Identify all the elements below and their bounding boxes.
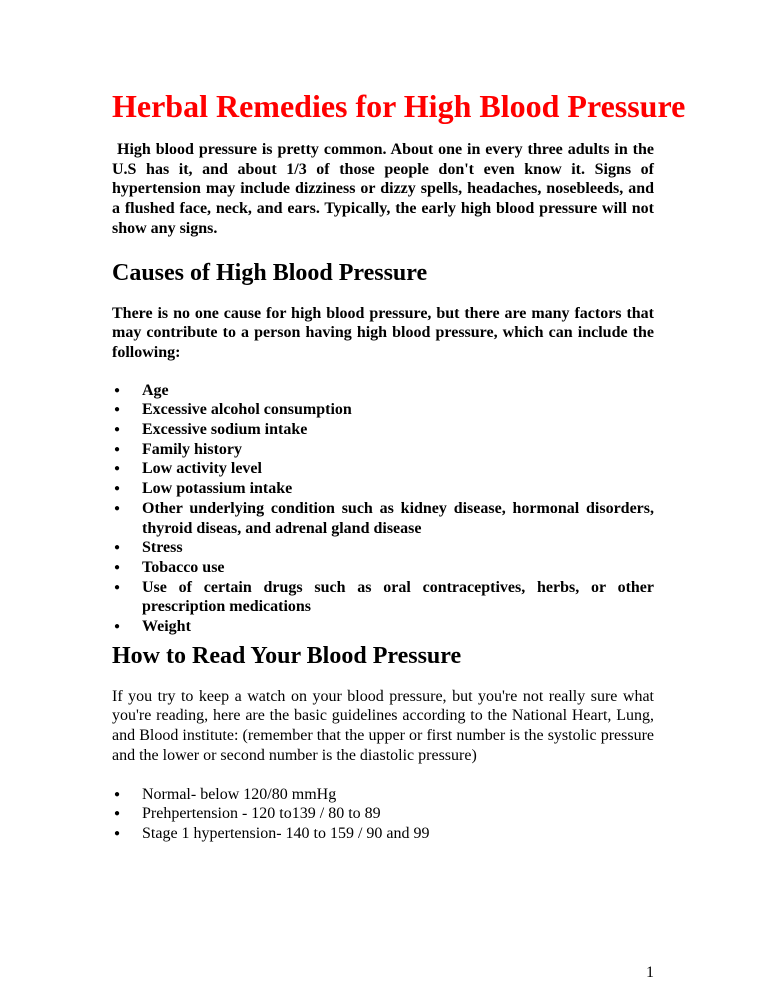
list-item	[112, 804, 654, 824]
list-item	[112, 824, 654, 844]
bullet-icon: ●	[113, 443, 121, 455]
bullet-icon: ●	[113, 424, 121, 436]
list-item-text: Excessive sodium intake	[142, 421, 308, 439]
bullet-icon: ●	[113, 788, 121, 800]
bullet-icon: ●	[113, 384, 121, 396]
list-item	[112, 558, 654, 578]
list-item-text: Tobacco use	[142, 558, 225, 576]
list-item-text: Stage 1 hypertension- 140 to 159 / 90 and 99	[142, 824, 430, 842]
list-item-text: Age	[142, 381, 169, 399]
page-number: 1	[646, 964, 654, 981]
bullet-icon: ●	[113, 463, 121, 475]
reading-heading: How to Read Your Blood Pressure	[112, 642, 462, 669]
list-item-text: Use of certain drugs such as oral contraceptives, herbs, or other prescription medications	[142, 578, 654, 616]
list-item-text: Other underlying condition such as kidney disease, hormonal disorders, thyroid diseas, and adrenal gland disease	[142, 499, 654, 537]
causes-heading: Causes of High Blood Pressure	[112, 259, 428, 286]
list-item-text: Low potassium intake	[142, 480, 293, 498]
list-item-text: Excessive alcohol consumption	[142, 401, 352, 419]
list-item-text: Normal- below 120/80 mmHg	[142, 785, 337, 803]
list-item	[112, 459, 654, 479]
list-item	[112, 499, 654, 538]
list-item	[112, 479, 654, 499]
bullet-icon: ●	[113, 581, 121, 593]
ranges-list	[112, 785, 654, 844]
bullet-icon: ●	[113, 502, 121, 514]
list-item	[112, 785, 654, 805]
bullet-icon: ●	[113, 483, 121, 495]
bullet-icon: ●	[113, 404, 121, 416]
list-item	[112, 400, 654, 420]
bullet-icon: ●	[113, 561, 121, 573]
document-title: Herbal Remedies for High Blood Pressure	[112, 88, 686, 124]
list-item	[112, 440, 654, 460]
list-item-text: Stress	[142, 539, 183, 557]
bullet-icon: ●	[113, 827, 121, 839]
list-item-text: Weight	[142, 618, 191, 636]
list-item-text: Low activity level	[142, 460, 262, 478]
list-item	[112, 381, 654, 401]
list-item-text: Family history	[142, 440, 242, 458]
document-body	[112, 86, 686, 844]
list-item	[112, 538, 654, 558]
intro-paragraph: High blood pressure is pretty common. About one in every three adults in the U.S has it, and about 1/3 of those people don't even know it. Signs of hypertension may include dizziness or dizzy spells, headaches, nosebleeds, and a flushed face, neck, and ears. Typically, the early high blood pressure will not show any signs.	[112, 141, 654, 237]
list-item	[112, 420, 654, 440]
list-item	[112, 617, 654, 637]
bullet-icon: ●	[113, 808, 121, 820]
bullet-icon: ●	[113, 542, 121, 554]
list-item-text: Prehpertension - 120 to139 / 80 to 89	[142, 805, 381, 823]
bullet-icon: ●	[113, 621, 121, 633]
causes-list	[112, 381, 654, 637]
list-item	[112, 578, 654, 617]
reading-paragraph: If you try to keep a watch on your blood pressure, but you're not really sure what you're reading, here are the basic guidelines according to the National Heart, Lung, and Blood institute: (remember that the upper or first number is the systolic pressure and the lower or second number is the diastolic pressure)	[112, 687, 654, 764]
causes-paragraph: There is no one cause for high blood pressure, but there are many factors that may contribute to a person having high blood pressure, which can include the following:	[112, 304, 654, 361]
